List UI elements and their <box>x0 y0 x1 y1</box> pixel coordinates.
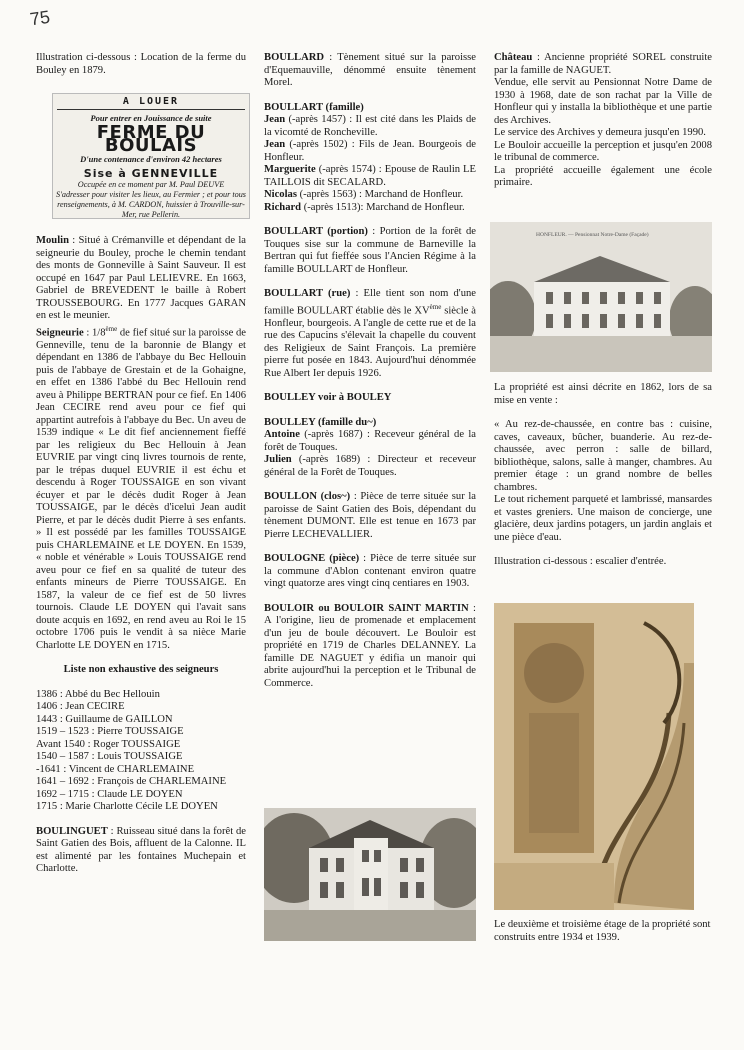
bouloir-term: BOULOIR ou BOULOIR SAINT MARTIN <box>264 602 469 614</box>
chateau-term: Château <box>494 52 533 63</box>
famille-name: Marguerite <box>264 164 316 175</box>
boullart-famille-title-text: BOULLART (famille) <box>264 101 364 113</box>
boulinguet-term: BOULINGUET <box>36 825 108 837</box>
column-1 <box>36 52 246 876</box>
intro-text: Illustration ci-dessous : Location de la ferme du Bouley en 1879. <box>36 52 246 76</box>
illus2-text: Illustration ci-dessous : escalier d'entrée. <box>494 556 667 567</box>
bouley-famille-title <box>264 417 476 430</box>
staircase-drawing <box>494 603 694 910</box>
clip-line-contenance: D'une contenance d'environ 42 hectares <box>80 154 222 164</box>
bouley-famille-entry <box>264 454 476 479</box>
descr-quote-a: « Au rez-de-chaussée, en contre bas : cuisine, caves, caveaux, bûcher, buanderie. Au rez-de-chaussée, avec perron : salle de billard, bibliothèque, salons, salle à manger, chambres. Au premier étage : un grand nombre de belles chambres. <box>494 419 712 493</box>
chateau-p4: Le Bouloir accueille la perception et jusqu'en 2008 le tribunal de commerce. <box>494 139 712 163</box>
column-2 <box>264 52 476 690</box>
rue-text-b: siècle à Honfleur, bourgeois. A l'angle de cette rue et de la rue des Capucins s'élevait la chapelle du couvent des Religieux de Saint François. La première pierre fut posée en 1843. Aujourd'hui dénommée Rue Albert Ier depuis 1926. <box>264 305 476 379</box>
chateau-p5: La propriété accueille également une école primaire. <box>494 164 712 188</box>
list-item: 1386 : Abbé du Bec Hellouin <box>36 688 160 700</box>
boullon-entry <box>264 491 476 541</box>
famille-entry <box>264 202 476 215</box>
boullard-entry <box>264 52 476 90</box>
final-caption: Le deuxième et troisième étage de la propriété sont construits entre 1934 et 1939. <box>494 919 711 943</box>
boullon-term: BOULLON (clos~) <box>264 491 351 503</box>
famille-text: (-après 1502) : Fils de Jean. Bourgeois de Honfleur. <box>264 139 476 163</box>
boullard-text: : Tènement situé sur la paroisse d'Equemauville, dénommé ensuite tènement Morel. <box>264 52 476 88</box>
famille-name: Jean <box>264 139 286 150</box>
seigneurie-sup: ème <box>105 324 118 333</box>
chateau-p2: Vendue, elle servit au Pensionnat Notre Dame de 1930 à 1968, date de son rachat par la Ville de Honfleur qui y installa la bibliothèque et une partie des Archives. <box>494 77 712 126</box>
bouloir-entry <box>264 603 476 691</box>
famille-entry <box>264 114 476 139</box>
moulin-entry <box>36 235 246 323</box>
list-item: Avant 1540 : Roger TOUSSAIGE <box>36 738 181 750</box>
rue-term: BOULLART (rue) <box>264 288 351 299</box>
list-item: 1540 – 1587 : Louis TOUSSAIGE <box>36 751 183 763</box>
list-title-text: Liste non exhaustive des seigneurs <box>63 664 219 676</box>
newspaper-clipping <box>52 93 250 219</box>
portion-text: : Portion de la forêt de Touques sise sur la commune de Barneville la Bertran qui fut fieffée sous l'Ancien Régime à la famille BOULLART de Honfleur. <box>264 226 476 275</box>
bouley-famille-text: (-après 1689) : Directeur et receveur général de la Forêt de Touques. <box>264 454 476 478</box>
seigneurie-text: de fief situé sur la paroisse de Genneville, tenu de la baronnie de Blangy et dépendant en 1386 de l'abbaye du Bec Hellouin puis de l'abbaye de Grestain et de la Gohaigne, en effet en 1386 l'abbé du Bec Hellouin rend aveu à Philippe BERTRAN pour ce fief. En 1406 Jean CECIRE rend aveu pour ce fief qui appartint autrefois à l'abbaye du Bec. Un aveu de 1539 indique « Le dit fief anciennement fieffé par les religieux du Bec Hellouin à Jean EUVRIE par vingt cinq livres tournois de rente, par le trépas duquel EUVRIE il est échu et descendu à Roger TOUSSAIGE en son vivant écuyer et par le décès dudit Roger à Jean TOUSSAIGE, par le décès d'iceluì Jean audit Pierre, et par le décès dudit Pierre à ses enfants. » Il est possédé par les familles TOUSSAIGE puis CHARLEMAINE et LE DOYEN. En 1539, « noble et vénérable » Louis TOUSSAIGE rend aveu pour ce fief en sa qualité de tuteur des enfants mineurs de Pierre TOUSSAIGE. En 1587, la valeur de ce fief est de 50 livres tournois. Claude LE DOYEN qui l'avait sans doute acquis en 1692, en rend aveu au Roi le 15 octobre 1706 puis le vendit à sa nièce Marie Charlotte LE DOYEN en 1715. <box>36 327 246 651</box>
famille-name: Jean <box>264 114 286 125</box>
column-3 <box>494 52 712 190</box>
descr-quote-b: Le tout richement parqueté et lambrissé, mansardes et vastes greniers. Une maison de concierge, une glacière, deux jardins potagers, un jardin anglais et une pièce d'eau. <box>494 494 712 543</box>
list-item: 1641 – 1692 : François de CHARLEMAINE <box>36 776 227 788</box>
famille-entry <box>264 164 476 189</box>
boullon-text: : Pièce de terre située sur la paroisse de Saint Gatien des Bois, dépendant du tènement DUMONT. Elle est tenue en 1673 par Pierre LECHEVALLIER. <box>264 491 476 540</box>
moulin-text: : Situé à Crémanville et dépendant de la seigneurie du Bouley, proche le chemin tendant des monts de Gonneville à Saint Sauveur. Il est occupé en 1647 par Paul LELIEVRE. En 1663, Gabriel de BREVEDENT le baille à Robert TROUSSEBOURG. En 1777 Jacques GARAN en est le meunier. <box>36 235 246 321</box>
famille-text: (-après 1513): Marchand de Honfleur. <box>301 201 465 213</box>
list-item: 1692 – 1715 : Claude LE DOYEN <box>36 788 183 800</box>
bouley-famille-entry <box>264 429 476 454</box>
chateau-photo-drawing <box>264 808 476 941</box>
bouley-famille-title-text: BOULLEY (famille du~) <box>264 416 377 428</box>
boulogne-entry <box>264 553 476 591</box>
bouley-famille-name: Julien <box>264 454 292 466</box>
list-title <box>36 664 246 677</box>
rue-sup: ème <box>429 302 442 311</box>
clip-line-occupee: Occupée en ce moment par M. Paul DEUVE <box>77 180 225 189</box>
clip-line-jouissance: Pour entrer en Jouissance de suite <box>90 112 212 123</box>
pensionnat-drawing <box>490 222 712 372</box>
clip-line-adresser: S'adresser pour visiter les lieux, au Fermier ; et pour tous renseignements, à M. CARDON, huissier à Trouville-sur-Mer, rue Pellerin. <box>56 190 246 219</box>
chateau-p3: Le service des Archives y demeura jusqu'en 1990. <box>494 127 706 138</box>
list-item: 1443 : Guillaume de GAILLON <box>36 713 173 725</box>
rue-entry <box>264 288 476 380</box>
bouley-famille-text: (-après 1687) : Receveur général de la forêt de Touques. <box>264 429 476 453</box>
boulinguet-entry <box>36 826 246 876</box>
boullart-famille-title <box>264 102 476 115</box>
boulogne-term: BOULOGNE (pièce) <box>264 553 360 565</box>
chateau-photo <box>264 808 476 941</box>
seigneurs-list <box>36 689 246 814</box>
bouloir-text: : A l'origine, lieu de promenade et emplacement d'un jeu de boule découvert. Le Bouloir est propriété en 1719 de Charles DELANNEY. La famille DE NAGUET y édifia un manoir qui abrite aujourd'hui la perception et le Tribunal de Commerce. <box>264 602 476 689</box>
boullard-term: BOULLARD <box>264 52 325 63</box>
famille-text: (-après 1574) : Epouse de Raulin LE TAILLOIS dit SECALARD. <box>264 164 476 188</box>
list-item: -1641 : Vincent de CHARLEMAINE <box>36 763 195 775</box>
staircase-photo <box>494 603 694 910</box>
portion-term: BOULLART (portion) <box>264 226 368 237</box>
seigneurie-term: Seigneurie <box>36 327 84 339</box>
bouley-famille-name: Antoine <box>264 429 300 441</box>
famille-name: Nicolas <box>264 189 297 200</box>
chateau-entry <box>494 52 712 77</box>
portion-entry <box>264 226 476 276</box>
bouley-voir-text: BOULLEY voir à BOULEY <box>264 392 392 404</box>
column-3-lower <box>494 382 712 569</box>
chateau-p1: : Ancienne propriété SOREL construite par la famille de NAGUET. <box>494 52 712 76</box>
clip-line-ferme: FERME DU BOULAIS <box>96 122 206 156</box>
seigneurie-frac: : 1/8 <box>83 327 106 339</box>
boulinguet-text: : Ruisseau situé dans la forêt de Saint Gatien des Bois, affluent de la Calonne. IL est alimenté par les fontaines Muchepain et Charlotte. <box>36 825 246 875</box>
pensionnat-postcard <box>490 222 712 372</box>
descr-intro: La propriété est ainsi décrite en 1862, lors de sa mise en vente : <box>494 382 712 406</box>
list-item: 1519 – 1523 : Pierre TOUSSAIGE <box>36 726 184 738</box>
boulogne-text: : Pièce de terre située sur la commune d'Ablon contenant environ quatre vingt quatorze ares vingt cinq centiares en 1903. <box>264 553 476 590</box>
famille-entry <box>264 139 476 164</box>
famille-text: (-après 1563) : Marchand de Honfleur. <box>296 189 464 200</box>
moulin-term: Moulin <box>36 235 69 246</box>
bouley-voir <box>264 392 476 405</box>
famille-name: Richard <box>264 201 302 213</box>
famille-entry <box>264 189 476 202</box>
rue-text-a: : Elle tient son nom d'une famille BOULLART établie dès le XV <box>264 288 476 317</box>
postcard-caption: HONFLEUR. — Pensionnat Notre-Dame (Façade) <box>536 232 649 238</box>
page-number-handwritten: 75 <box>28 6 52 30</box>
clip-line-a-louer: A LOUER <box>57 96 245 110</box>
famille-text: (-après 1457) : Il est cité dans les Plaids de la vicomté de Roncheville. <box>264 114 476 138</box>
list-item: 1715 : Marie Charlotte Cécile LE DOYEN <box>36 801 218 813</box>
clip-line-genneville: Sise à GENNEVILLE <box>83 166 219 180</box>
seigneurie-entry <box>36 323 246 653</box>
list-item: 1406 : Jean CECIRE <box>36 701 125 713</box>
